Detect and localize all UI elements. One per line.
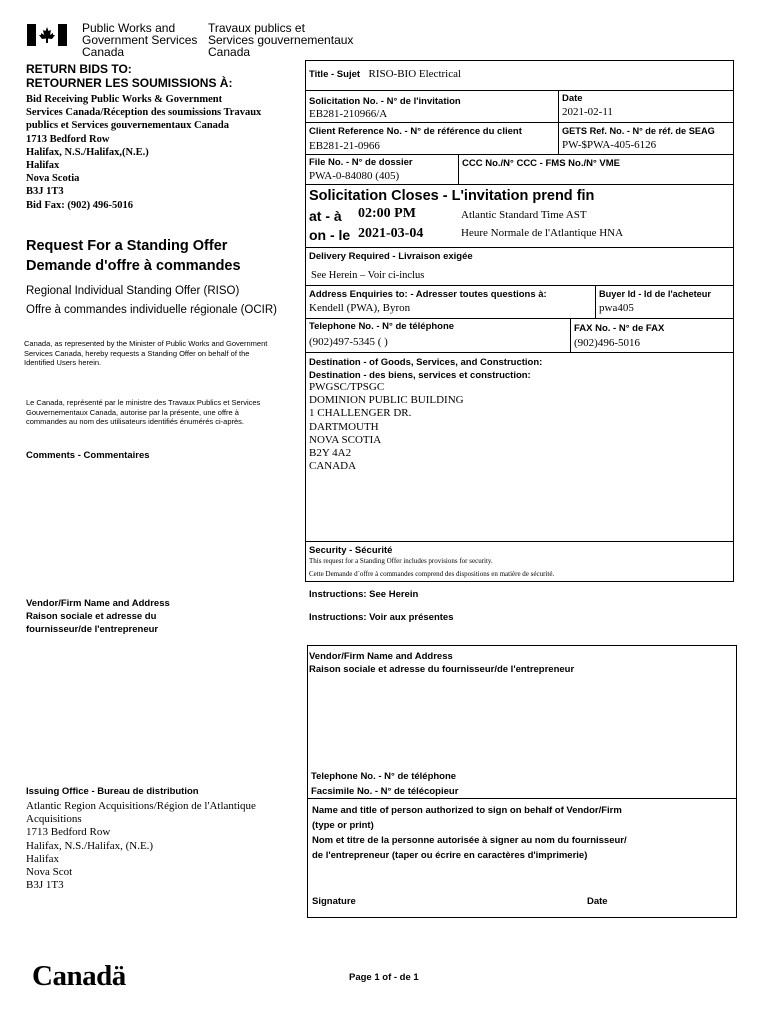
telephone-label: Telephone No. - N° de téléphone <box>309 321 455 332</box>
gets-ref-value: PW-$PWA-405-6126 <box>562 139 657 151</box>
signature-date-label: Date <box>587 896 608 907</box>
vendor-fax-label: Facsimile No. - N° de télécopieur <box>311 786 459 797</box>
delivery-value: See Herein – Voir ci-inclus <box>311 270 425 281</box>
closing-at-label: at - à <box>309 208 342 224</box>
security-text-fr: Cette Demande d`offre à commandes comprend des dispositions en matière de sécurité. <box>309 570 555 578</box>
closing-timezone-fr: Heure Normale de l'Atlantique HNA <box>461 227 624 239</box>
authorized-person-field[interactable] <box>312 865 732 891</box>
closing-timezone-en: Atlantic Standard Time AST <box>461 209 587 221</box>
return-bids-title: RETURN BIDS TO: RETOURNER LES SOUMISSIONS À: <box>26 62 233 90</box>
client-ref-label: Client Reference No. - N° de référence du client <box>309 126 522 137</box>
closing-on-label: on - le <box>309 227 351 243</box>
instructions-fr: Instructions: Voir aux présentes <box>309 612 454 623</box>
instructions-en: Instructions: See Herein <box>309 589 419 600</box>
closing-title: Solicitation Closes - L'invitation prend fin <box>309 188 595 204</box>
closing-date: 2021-03-04 <box>358 226 424 241</box>
ccc-label: CCC No./N° CCC - FMS No./N° VME <box>462 158 621 169</box>
gets-ref-label: GETS Ref. No. - N° de réf. de SEAG <box>562 126 715 136</box>
request-type: Regional Individual Standing Offer (RISO) Offre à commandes individuelle régionale (OCIR) <box>26 285 277 316</box>
request-paragraph-en: Canada, as represented by the Minister of Public Works and Government Services Canada, hereby requests a Standing Offer on behalf of the Identified Users herein. <box>24 339 268 367</box>
file-no-label: File No. - N° de dossier <box>309 157 413 168</box>
request-title: Request For a Standing Offer Demande d'offre à commandes <box>26 238 241 274</box>
vendor-left-label: Vendor/Firm Name and Address Raison sociale et adresse du fournisseur/de l'entrepreneur <box>26 598 170 635</box>
department-name-en: Public Works and Government Services Canada <box>82 21 198 59</box>
fax-label: FAX No. - N° de FAX <box>574 323 665 334</box>
authorized-person-label: Name and title of person authorized to sign on behalf of Vendor/Firm (type or print) Nom et titre de la personne autorisée à signer au nom du fournisseur/ de l'entrepreneur (taper ou écrire en caractères d'imprimerie) <box>312 805 627 861</box>
issuing-office-address: Atlantic Region Acquisitions/Région de l'Atlantique Acquisitions 1713 Bedford Row Halifax, N.S./Halifax, (N.E.) Halifax Nova Scot B3J 1T3 <box>26 800 256 892</box>
delivery-label: Delivery Required - Livraison exigée <box>309 251 473 262</box>
address-enquiries-value: Kendell (PWA), Byron <box>309 302 411 314</box>
client-ref-value: EB281-21-0966 <box>309 140 380 152</box>
canada-flag-logo <box>27 24 67 46</box>
page-number: Page 1 of - de 1 <box>349 972 419 983</box>
telephone-value: (902)497-5345 ( ) <box>309 336 388 348</box>
closing-time: 02:00 PM <box>358 206 416 221</box>
file-no-value: PWA-0-84080 (405) <box>309 170 400 182</box>
request-paragraph-fr: Le Canada, représenté par le ministre des Travaux Publics et Services Gouvernementaux Canada, autorise par la présente, une offre à commandes au nom des utilisateurs identifiés énumérés ci-après. <box>26 398 261 426</box>
vendor-address-field[interactable] <box>309 680 733 766</box>
solicitation-value: EB281-210966/A <box>309 108 388 120</box>
date-label: Date <box>562 93 583 104</box>
security-label: Security - Sécurité <box>309 545 393 556</box>
fax-value: (902)496-5016 <box>574 337 640 349</box>
department-name-fr: Travaux publics et Services gouvernementaux Canada <box>208 21 354 59</box>
vendor-box-label: Vendor/Firm Name and Address Raison sociale et adresse du fournisseur/de l'entrepreneur <box>309 651 575 675</box>
comments-label: Comments - Commentaires <box>26 450 150 461</box>
destination-address: PWGSC/TPSGC DOMINION PUBLIC BUILDING 1 CHALLENGER DR. DARTMOUTH NOVA SCOTIA B2Y 4A2 CANADA <box>309 381 464 473</box>
signature-label: Signature <box>312 896 356 907</box>
buyer-id-label: Buyer Id - Id de l'acheteur <box>599 289 711 299</box>
security-text-en: This request for a Standing Offer includes provisions for security. <box>309 557 493 565</box>
buyer-id-value: pwa405 <box>599 302 634 314</box>
date-value: 2021-02-11 <box>562 106 613 118</box>
address-enquiries-label: Address Enquiries to: - Adresser toutes questions à: <box>309 289 547 300</box>
return-bids-address: Bid Receiving Public Works & Government Services Canada/Réception des soumissions Travaux publics et Services gouvernementaux Canada 1713 Bedford Row Halifax, N.S./Halifax,(N.E.) Halifax Nova Scotia B3J 1T3 Bid Fax: (902) 496-5016 <box>26 94 262 211</box>
destination-label: Destination - of Goods, Services, and Construction: Destination - des biens, services et construction: <box>309 357 543 381</box>
issuing-office-label: Issuing Office - Bureau de distribution <box>26 786 199 797</box>
title-field: Title - Sujet RISO-BIO Electrical <box>309 68 462 80</box>
solicitation-label: Solicitation No. - N° de l'invitation <box>309 96 461 107</box>
canada-wordmark-logo: Canadä <box>32 960 126 992</box>
vendor-telephone-label: Telephone No. - N° de téléphone <box>311 771 457 782</box>
